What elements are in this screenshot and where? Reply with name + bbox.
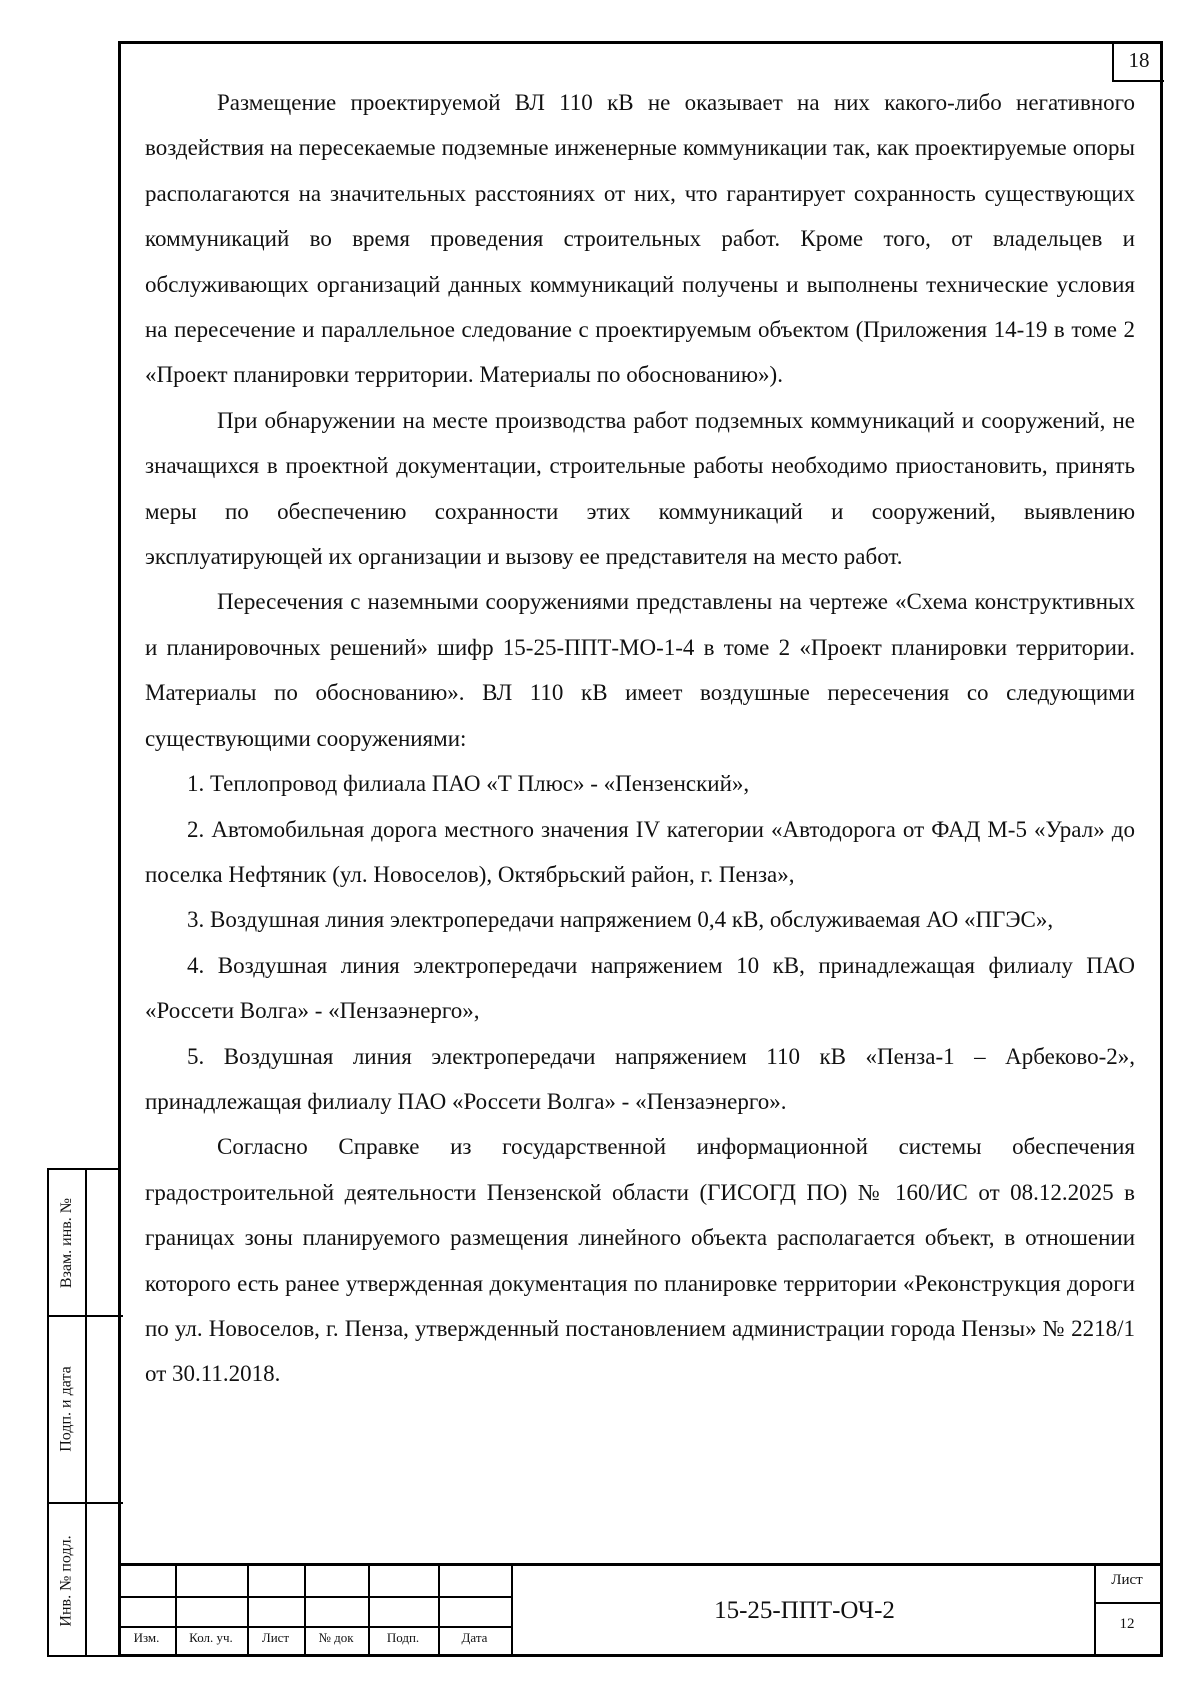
list-item: 2. Автомобильная дорога местного значения IV категории «Автодорога от ФАД М-5 «Урал» до поселка Нефтяник (ул. Новоселов), Октябрьский район, г. Пенза», — [145, 816, 1135, 887]
list-item: 3. Воздушная линия электропередачи напряжением 0,4 кВ, обслуживаемая АО «ПГЭС», — [187, 907, 1054, 933]
title-col-date: Дата — [461, 1630, 488, 1645]
side-label-inv-replace: Взам. инв. № — [58, 1197, 76, 1288]
document-code: 15-25-ППТ-ОЧ-2 — [714, 1597, 895, 1624]
title-col-izm: Изм. — [133, 1630, 160, 1645]
paragraph: При обнаружении на месте производства работ подземных коммуникаций и сооружений, не значащихся в проектной документации, строительные работы необходимо приостановить, принять меры по обеспечению сохранности этих коммуникаций и сооружений, выявлению эксплуатирующей их организации и вызову ее представителя на место работ. — [145, 407, 1135, 570]
list-item: 5. Воздушная линия электропередачи напряжением 110 кВ «Пенза-1 – Арбеково-2», принадлежащая филиалу ПАО «Россети Волга» - «Пензаэнерго». — [145, 1043, 1135, 1114]
title-col-sign: Подп. — [386, 1630, 420, 1645]
page-number-top: 18 — [1112, 41, 1164, 82]
title-block — [118, 1563, 1163, 1657]
document-body — [145, 80, 1135, 1397]
list-item: 1. Теплопровод филиала ПАО «Т Плюс» - «Пензенский», — [187, 771, 750, 797]
title-col-kol: Кол. уч. — [189, 1630, 233, 1645]
list-item: 4. Воздушная линия электропередачи напряжением 10 кВ, принадлежащая филиалу ПАО «Россети Волга» - «Пензаэнерго», — [145, 952, 1135, 1024]
paragraph: Размещение проектируемой ВЛ 110 кВ не оказывает на них какого-либо негативного воздействия на пересекаемые подземные инженерные коммуникации так, как проектируемые опоры располагаются на значительных расстояниях от них, что гарантирует сохранность существующих коммуникаций во время проведения строительных работ. Кроме того, от владельцев и обслуживающих организаций данных коммуникаций получены и выполнены технические условия на пересечение и параллельное следование с проектируемым объектом (Приложения 14-19 в томе 2 «Проект планировки территории. Материалы по обоснованию»). — [145, 90, 1135, 388]
paragraph: Пересечения с наземными сооружениями представлены на чертеже «Схема конструктивных и планировочных решений» шифр 15-25-ППТ-МО-1-4 в томе 2 «Проект планировки территории. Материалы по обоснованию». ВЛ 110 кВ имеет воздушные пересечения со следующими существующими сооружениями: — [145, 589, 1135, 751]
sheet-number: 12 — [1119, 1616, 1135, 1632]
side-label-sign-date: Подп. и дата — [58, 1365, 76, 1452]
side-stamp-strip — [47, 1168, 121, 1657]
sheet-label: Лист — [1111, 1572, 1143, 1588]
title-col-list: Лист — [261, 1630, 290, 1645]
side-label-inv-orig: Инв. № подл. — [58, 1534, 76, 1627]
paragraph: Согласно Справке из государственной информационной системы обеспечения градостроительной деятельности Пензенской области (ГИСОГД ПО) № 160/ИС от 08.12.2025 в границах зоны планируемого размещения линейного объекта располагается объект, в отношении которого есть ранее утвержденная документация по планировке территории «Реконструкция дороги по ул. Новоселов, г. Пенза, утвержденный постановлением администрации города Пензы» № 2218/1 от 30.11.2018. — [145, 1134, 1135, 1387]
title-col-doc: № док — [318, 1630, 354, 1645]
